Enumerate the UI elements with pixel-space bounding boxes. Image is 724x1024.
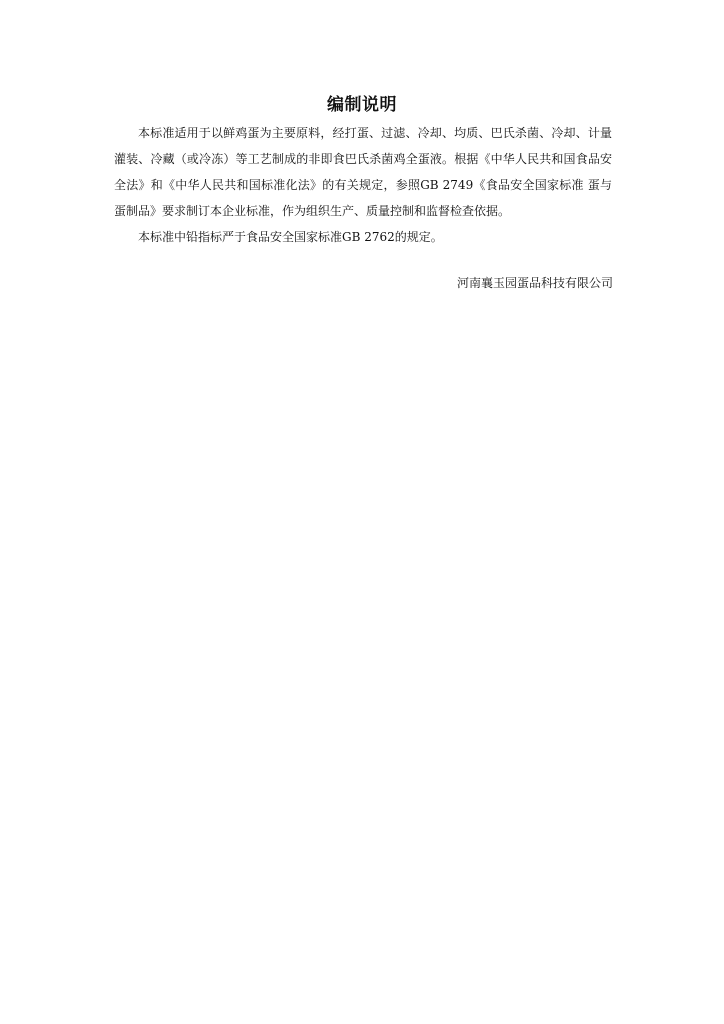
company-signature: 河南襄玉园蛋品科技有限公司	[456, 276, 613, 290]
document-title: 编制说明	[327, 95, 397, 115]
document-body	[114, 120, 612, 250]
paragraph-scope: 本标准适用于以鲜鸡蛋为主要原料，经打蛋、过滤、冷却、均质、巴氏杀菌、冷却、计量灌装、冷藏（或冷冻）等工艺制成的非即食巴氏杀菌鸡全蛋液。根据《中华人民共和国食品安全法》和《中华人民共和国标准化法》的有关规定，参照GB 2749《食品安全国家标准 蛋与蛋制品》要求制订本企业标准，作为组织生产、质量控制和监督检查依据。	[114, 126, 612, 218]
paragraph-lead-limit: 本标准中铅指标严于食品安全国家标准GB 2762的规定。	[138, 230, 443, 244]
